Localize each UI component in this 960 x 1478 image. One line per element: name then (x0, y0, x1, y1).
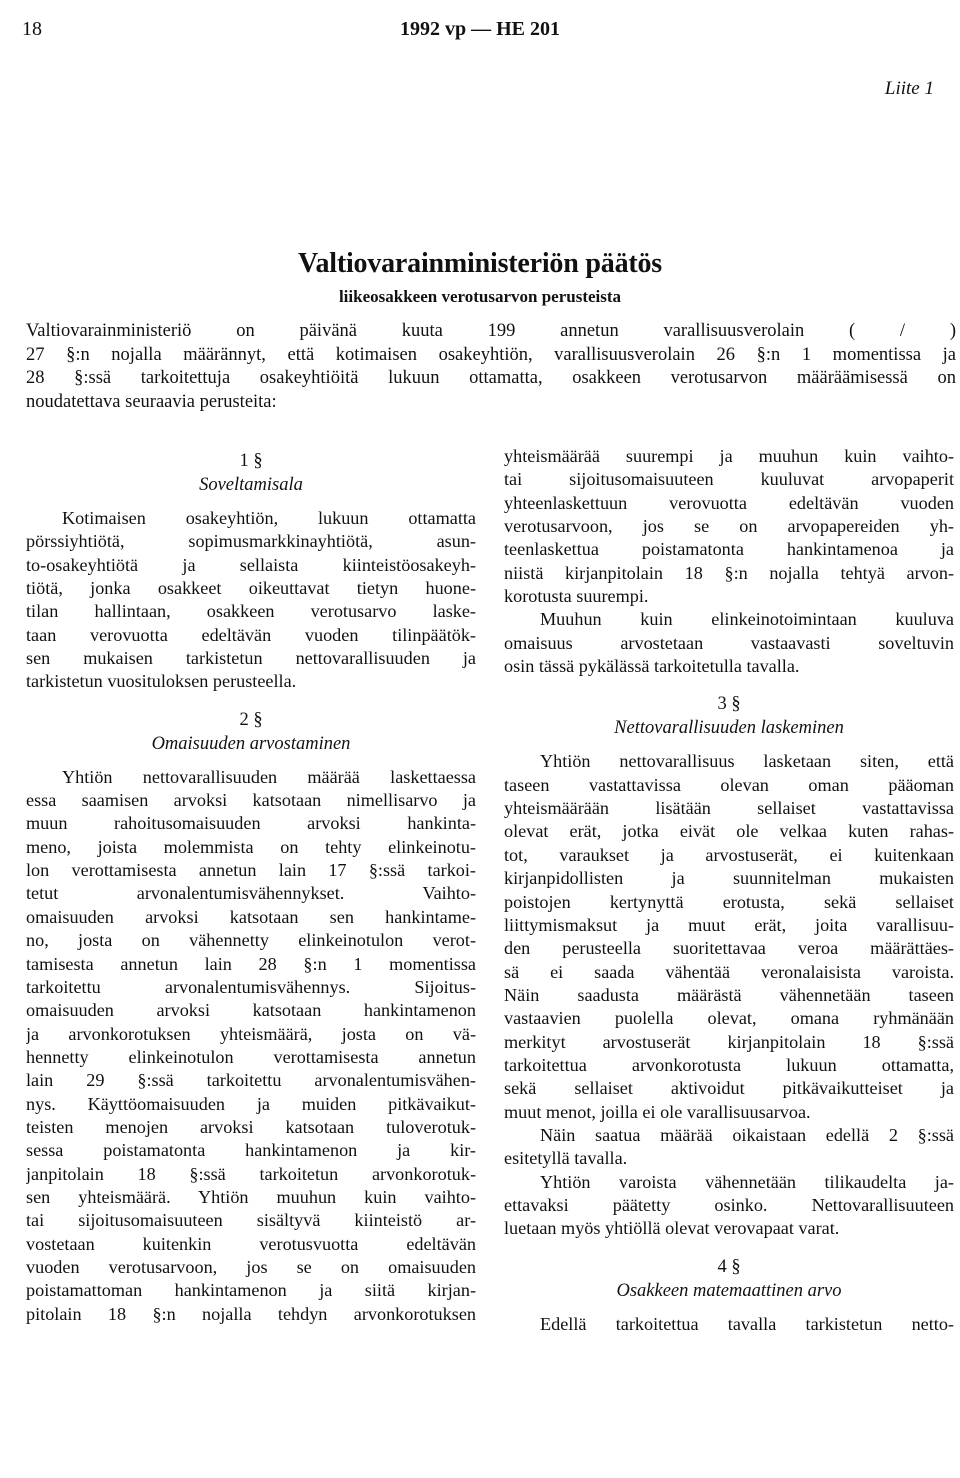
section-2-line: hennetty elinkeinotulon verottamisesta annetun (26, 1046, 476, 1067)
section-3-line: Yhtiön nettovarallisuus lasketaan siten, että (540, 751, 954, 772)
running-head: 1992 vp — HE 201 (399, 18, 561, 40)
section-3-line: yhteismäärään lisätään sellaiset vastattavissa (504, 798, 954, 819)
section-3-line: esitetyllä tavalla. (504, 1148, 628, 1169)
section-2-line: sen yhteismäärä. Yhtiön muuhun kuin vaihto- (26, 1186, 476, 1207)
document-title: Valtiovarainministeriön päätös (298, 248, 662, 279)
section-3-line: poistojen kertynyttä erotusta, sekä sellaiset (504, 891, 954, 912)
section-2-line: vuoden verotusarvoon, jos se on omaisuuden (26, 1256, 476, 1277)
continuation-line: verotusarvoon, jos se on arvopapereiden yh- (504, 516, 954, 537)
section-2-line: muun rahoitusomaisuuden arvoksi hankinta- (26, 813, 476, 834)
section-2-number: 2 § (239, 709, 263, 730)
section-3-line: sä ei saada vähentää veronalaisista varoista. (504, 961, 954, 982)
section-3-line: olevat erät, jotka eivät ole velkaa kuten rahas- (504, 821, 954, 842)
section-4-line: Edellä tarkoitettua tavalla tarkistetun netto- (540, 1313, 954, 1334)
paragraph-line: Muuhun kuin elinkeinotoimintaan kuuluva (540, 609, 954, 630)
section-2-line: teisten menojen arvoksi katsotaan tuloverotuk- (26, 1116, 476, 1137)
section-2-line: Yhtiön nettovarallisuuden määrää laskettaessa (62, 766, 476, 787)
section-1-line: pörssiyhtiötä, sopimusmarkkinayhtiötä, asun- (26, 531, 476, 552)
section-1-line: taan verovuotta edeltävän vuoden tilinpäätök- (26, 624, 476, 645)
section-1-line: tilan hallintaan, osakkeen verotusarvo laske- (26, 601, 476, 622)
section-3-line: vastaavien puolella olevat, omana ryhmänään (504, 1008, 954, 1029)
spacer (26, 694, 476, 706)
intro-line: 28 §:ssä tarkoitettuja osakeyhtiöitä lukuun ottamatta, osakkeen verotusarvon määräämisessä on (26, 368, 956, 388)
continuation-line: tai sijoitusomaisuuteen kuuluvat arvopaperit (504, 469, 954, 490)
section-1-line: tiötä, jonka osakkeet oikeuttavat tietyn huone- (26, 578, 476, 599)
section-4-heading: Osakkeen matemaattinen arvo (616, 1280, 842, 1301)
intro-line: Valtiovarainministeriö on päivänä kuuta 199 annetun varallisuusverolain ( / ) (26, 321, 956, 341)
section-2-line: tarkoitettu arvonalentumisvähennys. Sijoitus- (26, 976, 476, 997)
document-subtitle: liikeosakkeen verotusarvon perusteista (338, 287, 622, 306)
continuation-line: yhteenlaskettuun verovuotta edeltävän vuoden (504, 492, 954, 513)
section-3-line: taseen vastattavissa olevan oman pääoman (504, 774, 954, 795)
section-2-line: poistamattoman hankintamenon ja siitä kirjan- (26, 1280, 476, 1301)
intro-line: noudatettava seuraavia perusteita: (26, 391, 277, 412)
section-4-number: 4 § (717, 1256, 741, 1277)
section-3-line: Näin saadusta määrästä vähennetään taseen (504, 984, 954, 1005)
paragraph-line: omaisuus arvostetaan vastaavasti soveltuvin (504, 632, 954, 653)
section-1-number: 1 § (239, 451, 263, 471)
continuation-line: yhteismäärää suurempi ja muuhun kuin vaihto- (504, 446, 954, 466)
section-3-line: tarkoitettua arvonkorotusta lukuun ottamatta, (504, 1054, 954, 1075)
section-3-line: kirjanpidollisten ja suunnitelman mukaisten (504, 868, 954, 889)
section-1-heading: Soveltamisala (199, 475, 303, 495)
section-2-line: essa saamisen arvoksi katsotaan nimellisarvo ja (26, 790, 476, 811)
section-2-line: lain 29 §:ssä tarkoitettu arvonalentumisvähen- (26, 1070, 476, 1091)
section-3-line: tot, varaukset ja arvostuserät, ei kuitenkaan (504, 844, 954, 865)
section-3-line: Yhtiön varoista vähennetään tilikaudelta ja- (540, 1171, 954, 1192)
section-3-line: muut menot, joilla ei ole varallisuusarvoa. (504, 1101, 811, 1122)
section-3-line: sekä sellaiset aktivoidut pitkävaikutteiset ja (504, 1078, 954, 1099)
section-2-line: nys. Käyttöomaisuuden ja muiden pitkävaikut- (26, 1093, 476, 1114)
section-3-heading: Nettovarallisuuden laskeminen (614, 718, 844, 739)
left-column (26, 447, 476, 1326)
intro-line: 27 §:n nojalla määrännyt, että kotimaisen osakeyhtiön, varallisuusverolain 26 §:n 1 momentissa ja (26, 344, 956, 365)
intro-paragraph (26, 320, 956, 414)
section-2-line: lon verottamisesta annetun lain 17 §:ssä tarkoi- (26, 860, 476, 881)
section-3-number: 3 § (717, 694, 741, 715)
spacer (504, 1241, 954, 1253)
section-1-line: tarkistetun vuosituloksen perusteella. (26, 671, 297, 692)
section-2-line: pitolain 18 §:n nojalla tehdyn arvonkorotuksen (26, 1303, 476, 1324)
section-2-line: tamisesta annetun lain 28 §:n 1 momentissa (26, 953, 476, 974)
appendix-label: Liite 1 (884, 78, 934, 99)
section-2-line: meno, joista molemmista on tehty elinkeinotu- (26, 836, 476, 857)
section-2-line: janpitolain 18 §:ssä tarkoitetun arvonkorotuk- (26, 1163, 476, 1184)
section-2-line: omaisuuden arvoksi katsotaan sen hankintame- (26, 906, 476, 927)
right-column (504, 445, 954, 1336)
page-number: 18 (22, 18, 42, 40)
section-2-heading: Omaisuuden arvostaminen (151, 733, 351, 754)
continuation-line: niistä kirjanpitolain 18 §:n nojalla tehtyä arvon- (504, 562, 954, 583)
section-3-line: Näin saatua määrää oikaistaan edellä 2 §:ssä (540, 1124, 954, 1145)
section-3-line: liittymismaksut ja muut erät, joita varallisuu- (504, 914, 954, 935)
section-3-line: ettavaksi päätetty osinko. Nettovarallisuuteen (504, 1194, 954, 1215)
section-3-line: luetaan myös yhtiöllä olevat verovapaat varat. (504, 1218, 840, 1239)
section-1-line: sen mukaisen tarkistetun nettovarallisuuden ja (26, 648, 476, 669)
section-1-line: to-osakeyhtiötä ja sellaista kiinteistöosakeyh- (26, 554, 476, 575)
spacer (504, 678, 954, 690)
section-2-line: ja arvonkorotuksen yhteismäärä, josta on vä- (26, 1023, 476, 1044)
section-2-line: tetut arvonalentumisvähennykset. Vaihto- (26, 883, 476, 904)
section-1-line: Kotimaisen osakeyhtiön, lukuun ottamatta (62, 508, 476, 528)
continuation-line: korotusta suurempi. (504, 586, 649, 607)
section-3-line: den perusteella suoritettavaa veroa määrättäes- (504, 938, 954, 959)
section-2-line: no, josta on vähennetty elinkeinotulon verot- (26, 930, 476, 951)
section-2-line: omaisuuden arvoksi katsotaan hankintamenon (26, 1000, 476, 1021)
paragraph-line: osin tässä pykälässä tarkoitetulla tavalla. (504, 656, 800, 677)
section-2-line: tai sijoitusomaisuuteen sisältyvä kiinteistö ar- (26, 1210, 476, 1231)
section-2-line: vostetaan kuitenkin verotusvuotta edeltävän (26, 1233, 476, 1254)
section-2-line: sessa poistamatonta hankintamenon ja kir- (26, 1140, 476, 1161)
section-3-line: merkityt arvostuserät kirjanpitolain 18 §:ssä (504, 1031, 954, 1052)
continuation-line: teenlaskettua poistamatonta hankintamenoa ja (504, 539, 954, 560)
